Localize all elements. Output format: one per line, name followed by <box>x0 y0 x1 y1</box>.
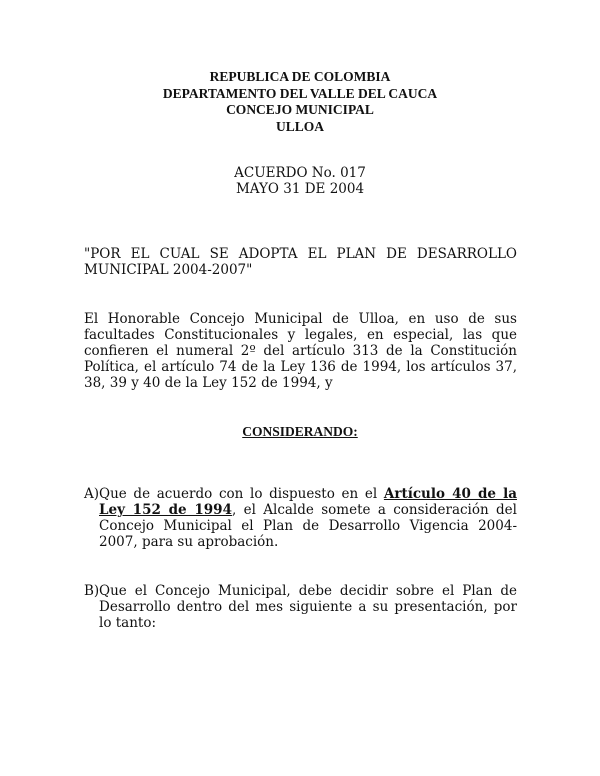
acuerdo-number: ACUERDO No. 017 <box>234 165 366 181</box>
header-council: CONCEJO MUNICIPAL <box>226 102 374 117</box>
header-municipality: ULLOA <box>275 118 324 134</box>
item-letter: A) <box>84 486 100 502</box>
item-letter: B) <box>84 583 100 599</box>
item-text-after: , el Alcalde somete a consideración del Concejo Municipal el Plan de Desarrollo Vigencia 2004-2007, para su aprobación. <box>99 502 517 550</box>
header-country: REPUBLICA DE COLOMBIA <box>209 69 391 84</box>
item-text-before: Que de acuerdo con lo dispuesto en el <box>99 486 384 502</box>
list-item <box>84 583 517 631</box>
item-text: Que el Concejo Municipal, debe decidir sobre el Plan de Desarrollo dentro del mes siguiente a su presentación, por lo tanto: <box>99 583 517 631</box>
list-item <box>84 486 517 550</box>
acuerdo-date: MAYO 31 DE 2004 <box>235 181 365 197</box>
acuerdo-block <box>0 165 600 197</box>
document-title: "POR EL CUAL SE ADOPTA EL PLAN DE DESARROLLO MUNICIPAL 2004-2007" <box>84 246 517 278</box>
item-law-reference: Artículo 40 de la Ley 152 de 1994 <box>99 486 517 518</box>
intro-paragraph: El Honorable Concejo Municipal de Ulloa, en uso de sus facultades Constitucionales y legales, en especial, las que confieren el numeral 2º del artículo 313 de la Constitución Política, el artículo 74 de la Ley 136 de 1994, los artículos 37, 38, 39 y 40 de la Ley 152 de 1994, y <box>84 311 517 391</box>
item-text <box>99 486 517 550</box>
header-department: DEPARTAMENTO DEL VALLE DEL CAUCA <box>162 85 438 101</box>
considerando-heading: CONSIDERANDO: <box>242 424 358 439</box>
document-header <box>0 69 600 135</box>
